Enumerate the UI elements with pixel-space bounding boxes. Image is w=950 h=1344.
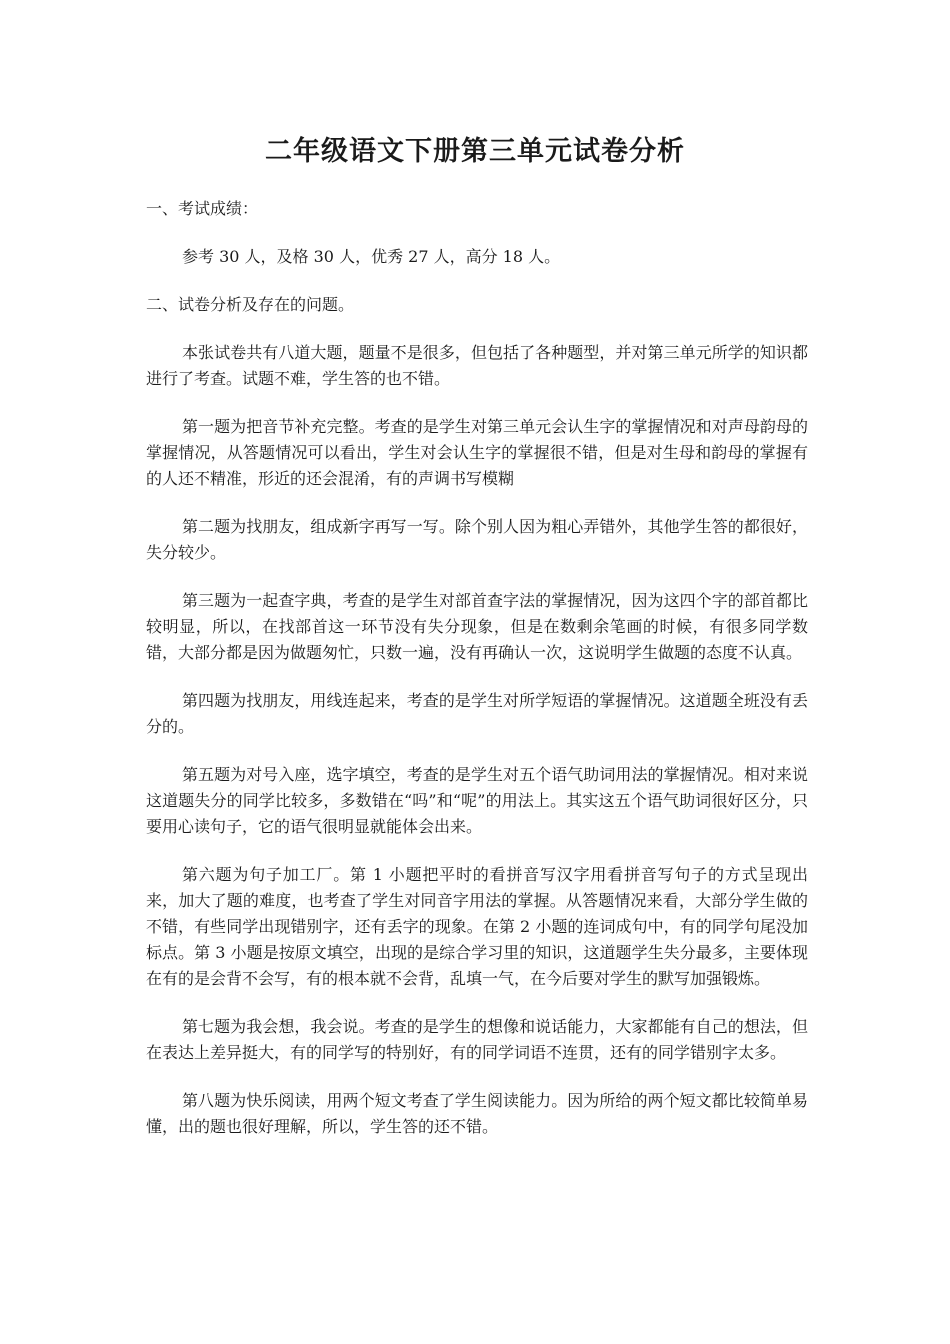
paragraph-question-4: 第四题为找朋友，用线连起来，考查的是学生对所学短语的掌握情况。这道题全班没有丢分的。 — [146, 691, 808, 736]
paragraph-question-3: 第三题为一起查字典，考查的是学生对部首查字法的掌握情况，因为这四个字的部首都比较明显，所以，在找部首这一环节没有失分现象，但是在数剩余笔画的时候，有很多同学数错，大部分都是因为做题匆忙，只数一遍，没有再确认一次，这说明学生做题的态度不认真。 — [146, 591, 808, 662]
paragraph-question-1: 第一题为把音节补充完整。考查的是学生对第三单元会认生字的掌握情况和对声母韵母的掌握情况，从答题情况可以看出，学生对会认生字的掌握很不错，但是对生母和韵母的掌握有的人还不精准，形近的还会混淆，有的声调书写模糊 — [146, 417, 808, 488]
paragraph-question-5: 第五题为对号入座，选字填空，考查的是学生对五个语气助词用法的掌握情况。相对来说这道题失分的同学比较多，多数错在“吗”和“呢”的用法上。其实这五个语气助词很好区分，只要用心读句子，它的语气很明显就能体会出来。 — [146, 765, 808, 836]
paragraph-question-7: 第七题为我会想，我会说。考查的是学生的想像和说话能力，大家都能有自己的想法，但在表达上差异挺大，有的同学写的特别好，有的同学词语不连贯，还有的同学错别字太多。 — [146, 1017, 808, 1062]
document-body — [146, 196, 808, 1162]
section-heading-paper-analysis: 二、试卷分析及存在的问题。 — [146, 295, 355, 314]
paragraph-overview: 本张试卷共有八道大题，题量不是很多，但包括了各种题型，并对第三单元所学的知识都进行了考查。试题不难，学生答的也不错。 — [146, 343, 808, 388]
document-title: 二年级语文下册第三单元试卷分析 — [265, 136, 685, 167]
paragraph-question-8: 第八题为快乐阅读，用两个短文考查了学生阅读能力。因为所给的两个短文都比较简单易懂，出的题也很好理解，所以，学生答的还不错。 — [146, 1091, 808, 1136]
paragraph-question-2: 第二题为找朋友，组成新字再写一写。除个别人因为粗心弄错外，其他学生答的都很好，失分较少。 — [146, 517, 808, 562]
section-heading-exam-scores: 一、考试成绩： — [146, 199, 259, 218]
scores-summary: 参考 30 人，及格 30 人，优秀 27 人，高分 18 人。 — [182, 247, 561, 266]
paragraph-question-6: 第六题为句子加工厂。第 1 小题把平时的看拼音写汉字用看拼音写句子的方式呈现出来，加大了题的难度，也考查了学生对同音字用法的掌握。从答题情况来看，大部分学生做的不错，有些同学出现错别字，还有丢字的现象。在第 2 小题的连词成句中，有的同学句尾没加标点。第 3 小题是按原文填空，出现的是综合学习里的知识，这道题学生失分最多，主要体现在有的是会背不会写，有的根本就不会背，乱填一气，在今后要对学生的默写加强锻炼。 — [146, 865, 808, 988]
